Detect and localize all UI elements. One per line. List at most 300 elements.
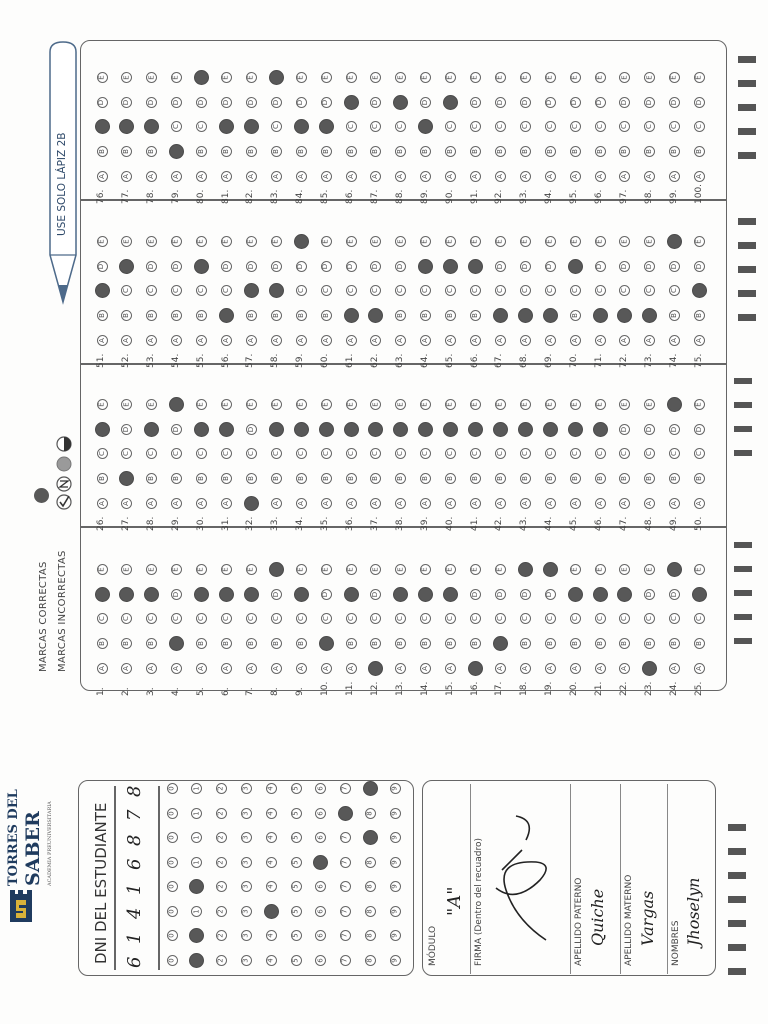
answer-bubble-c[interactable] xyxy=(595,121,606,132)
answer-bubble-d[interactable] xyxy=(644,261,655,272)
answer-bubble-a[interactable] xyxy=(97,663,108,674)
answer-bubble-d[interactable] xyxy=(119,587,134,602)
answer-bubble-a[interactable] xyxy=(619,335,630,346)
dni-bubble-8[interactable] xyxy=(365,955,376,966)
answer-bubble-b[interactable] xyxy=(344,308,359,323)
answer-bubble-d[interactable] xyxy=(694,424,705,435)
dni-bubble-8[interactable] xyxy=(365,881,376,892)
answer-bubble-a[interactable] xyxy=(495,663,506,674)
answer-bubble-b[interactable] xyxy=(171,473,182,484)
answer-bubble-a[interactable] xyxy=(171,498,182,509)
answer-bubble-b[interactable] xyxy=(296,473,307,484)
answer-bubble-a[interactable] xyxy=(570,171,581,182)
answer-bubble-a[interactable] xyxy=(368,661,383,676)
answer-bubble-e[interactable] xyxy=(321,72,332,83)
dni-bubble-2[interactable] xyxy=(216,906,227,917)
answer-bubble-e[interactable] xyxy=(595,236,606,247)
answer-bubble-e[interactable] xyxy=(520,236,531,247)
answer-bubble-a[interactable] xyxy=(642,661,657,676)
dni-bubble-7[interactable] xyxy=(338,806,353,821)
answer-bubble-c[interactable] xyxy=(545,613,556,624)
answer-bubble-e[interactable] xyxy=(269,70,284,85)
answer-bubble-d[interactable] xyxy=(344,95,359,110)
answer-bubble-b[interactable] xyxy=(271,146,282,157)
answer-bubble-b[interactable] xyxy=(694,638,705,649)
dni-bubble-0[interactable] xyxy=(167,857,178,868)
answer-bubble-a[interactable] xyxy=(644,498,655,509)
answer-bubble-b[interactable] xyxy=(593,308,608,323)
answer-bubble-a[interactable] xyxy=(196,171,207,182)
answer-bubble-c[interactable] xyxy=(296,613,307,624)
answer-bubble-b[interactable] xyxy=(346,473,357,484)
dni-bubble-7[interactable] xyxy=(340,955,351,966)
answer-bubble-e[interactable] xyxy=(246,399,257,410)
answer-bubble-b[interactable] xyxy=(520,638,531,649)
answer-bubble-b[interactable] xyxy=(420,146,431,157)
answer-bubble-c[interactable] xyxy=(296,285,307,296)
answer-bubble-b[interactable] xyxy=(221,473,232,484)
answer-bubble-d[interactable] xyxy=(194,587,209,602)
answer-bubble-a[interactable] xyxy=(321,498,332,509)
answer-bubble-d[interactable] xyxy=(97,261,108,272)
answer-bubble-a[interactable] xyxy=(445,335,456,346)
answer-bubble-b[interactable] xyxy=(669,310,680,321)
answer-bubble-b[interactable] xyxy=(346,638,357,649)
answer-bubble-a[interactable] xyxy=(619,498,630,509)
answer-bubble-b[interactable] xyxy=(296,310,307,321)
dni-bubble-7[interactable] xyxy=(340,906,351,917)
answer-bubble-b[interactable] xyxy=(694,310,705,321)
answer-bubble-d[interactable] xyxy=(593,587,608,602)
answer-bubble-e[interactable] xyxy=(570,236,581,247)
answer-bubble-a[interactable] xyxy=(171,171,182,182)
answer-bubble-d[interactable] xyxy=(271,261,282,272)
answer-bubble-c[interactable] xyxy=(570,448,581,459)
answer-bubble-d[interactable] xyxy=(395,261,406,272)
answer-bubble-b[interactable] xyxy=(246,310,257,321)
answer-bubble-a[interactable] xyxy=(196,663,207,674)
dni-bubble-6[interactable] xyxy=(315,808,326,819)
answer-bubble-e[interactable] xyxy=(296,564,307,575)
answer-bubble-b[interactable] xyxy=(321,146,332,157)
answer-bubble-e[interactable] xyxy=(321,236,332,247)
answer-bubble-b[interactable] xyxy=(445,310,456,321)
answer-bubble-a[interactable] xyxy=(271,171,282,182)
answer-bubble-d[interactable] xyxy=(568,587,583,602)
answer-bubble-d[interactable] xyxy=(595,261,606,272)
answer-bubble-a[interactable] xyxy=(121,171,132,182)
answer-bubble-d[interactable] xyxy=(244,587,259,602)
answer-bubble-a[interactable] xyxy=(196,335,207,346)
answer-bubble-b[interactable] xyxy=(520,146,531,157)
answer-bubble-b[interactable] xyxy=(196,638,207,649)
answer-bubble-d[interactable] xyxy=(294,587,309,602)
answer-bubble-d[interactable] xyxy=(570,97,581,108)
dni-bubble-5[interactable] xyxy=(291,783,302,794)
dni-bubble-4[interactable] xyxy=(266,832,277,843)
answer-bubble-d[interactable] xyxy=(344,587,359,602)
answer-bubble-d[interactable] xyxy=(321,97,332,108)
answer-bubble-e[interactable] xyxy=(246,564,257,575)
answer-bubble-b[interactable] xyxy=(97,473,108,484)
answer-bubble-d[interactable] xyxy=(443,422,458,437)
dni-bubble-3[interactable] xyxy=(241,955,252,966)
dni-bubble-3[interactable] xyxy=(241,857,252,868)
answer-bubble-b[interactable] xyxy=(196,310,207,321)
answer-bubble-a[interactable] xyxy=(445,171,456,182)
answer-bubble-d[interactable] xyxy=(346,261,357,272)
answer-bubble-b[interactable] xyxy=(169,144,184,159)
answer-bubble-d[interactable] xyxy=(294,422,309,437)
answer-bubble-e[interactable] xyxy=(271,399,282,410)
answer-bubble-b[interactable] xyxy=(420,638,431,649)
signature-box[interactable] xyxy=(476,800,564,960)
dni-bubble-0[interactable] xyxy=(167,832,178,843)
answer-bubble-d[interactable] xyxy=(393,95,408,110)
dni-bubble-8[interactable] xyxy=(365,857,376,868)
answer-bubble-b[interactable] xyxy=(296,146,307,157)
answer-bubble-a[interactable] xyxy=(619,171,630,182)
answer-bubble-a[interactable] xyxy=(595,335,606,346)
answer-bubble-b[interactable] xyxy=(445,146,456,157)
answer-bubble-b[interactable] xyxy=(246,638,257,649)
answer-bubble-d[interactable] xyxy=(669,424,680,435)
answer-bubble-c[interactable] xyxy=(595,285,606,296)
answer-bubble-a[interactable] xyxy=(221,498,232,509)
answer-bubble-a[interactable] xyxy=(545,663,556,674)
answer-bubble-b[interactable] xyxy=(246,473,257,484)
answer-bubble-d[interactable] xyxy=(271,589,282,600)
answer-bubble-a[interactable] xyxy=(595,171,606,182)
dni-bubble-5[interactable] xyxy=(291,881,302,892)
answer-bubble-d[interactable] xyxy=(97,97,108,108)
answer-bubble-c[interactable] xyxy=(97,613,108,624)
answer-bubble-a[interactable] xyxy=(97,498,108,509)
answer-bubble-e[interactable] xyxy=(246,72,257,83)
answer-bubble-d[interactable] xyxy=(694,97,705,108)
answer-bubble-a[interactable] xyxy=(545,498,556,509)
answer-bubble-d[interactable] xyxy=(470,589,481,600)
answer-bubble-e[interactable] xyxy=(595,399,606,410)
answer-bubble-b[interactable] xyxy=(321,473,332,484)
answer-bubble-d[interactable] xyxy=(520,261,531,272)
answer-bubble-c[interactable] xyxy=(321,613,332,624)
answer-bubble-b[interactable] xyxy=(445,473,456,484)
answer-bubble-d[interactable] xyxy=(692,587,707,602)
answer-bubble-a[interactable] xyxy=(520,335,531,346)
answer-bubble-d[interactable] xyxy=(221,261,232,272)
answer-bubble-a[interactable] xyxy=(420,663,431,674)
answer-bubble-b[interactable] xyxy=(169,636,184,651)
answer-bubble-a[interactable] xyxy=(520,498,531,509)
answer-bubble-e[interactable] xyxy=(346,72,357,83)
answer-bubble-a[interactable] xyxy=(595,498,606,509)
answer-bubble-e[interactable] xyxy=(520,399,531,410)
answer-bubble-b[interactable] xyxy=(171,310,182,321)
answer-bubble-a[interactable] xyxy=(121,335,132,346)
answer-bubble-d[interactable] xyxy=(543,422,558,437)
dni-bubble-9[interactable] xyxy=(390,906,401,917)
answer-bubble-d[interactable] xyxy=(393,587,408,602)
answer-bubble-a[interactable] xyxy=(97,335,108,346)
answer-bubble-e[interactable] xyxy=(495,236,506,247)
answer-bubble-d[interactable] xyxy=(95,422,110,437)
dni-bubble-5[interactable] xyxy=(291,930,302,941)
answer-bubble-b[interactable] xyxy=(543,308,558,323)
answer-bubble-a[interactable] xyxy=(644,335,655,346)
answer-bubble-b[interactable] xyxy=(669,473,680,484)
answer-bubble-a[interactable] xyxy=(296,171,307,182)
answer-bubble-d[interactable] xyxy=(194,259,209,274)
answer-bubble-d[interactable] xyxy=(468,422,483,437)
dni-bubble-4[interactable] xyxy=(266,930,277,941)
answer-bubble-a[interactable] xyxy=(644,171,655,182)
answer-bubble-a[interactable] xyxy=(271,663,282,674)
dni-bubble-3[interactable] xyxy=(241,906,252,917)
answer-bubble-d[interactable] xyxy=(420,97,431,108)
dni-bubble-5[interactable] xyxy=(291,906,302,917)
dni-bubble-2[interactable] xyxy=(216,955,227,966)
answer-bubble-d[interactable] xyxy=(319,422,334,437)
answer-bubble-a[interactable] xyxy=(121,663,132,674)
answer-bubble-d[interactable] xyxy=(493,422,508,437)
answer-bubble-d[interactable] xyxy=(545,97,556,108)
answer-bubble-a[interactable] xyxy=(470,498,481,509)
answer-bubble-e[interactable] xyxy=(97,399,108,410)
answer-bubble-d[interactable] xyxy=(644,589,655,600)
answer-bubble-a[interactable] xyxy=(321,663,332,674)
answer-bubble-a[interactable] xyxy=(545,171,556,182)
answer-bubble-c[interactable] xyxy=(346,121,357,132)
answer-bubble-e[interactable] xyxy=(97,236,108,247)
answer-bubble-e[interactable] xyxy=(97,564,108,575)
answer-bubble-e[interactable] xyxy=(570,399,581,410)
dni-bubble-3[interactable] xyxy=(241,832,252,843)
dni-bubble-4[interactable] xyxy=(266,808,277,819)
answer-bubble-e[interactable] xyxy=(520,72,531,83)
answer-bubble-d[interactable] xyxy=(495,97,506,108)
dni-bubble-4[interactable] xyxy=(266,955,277,966)
dni-bubble-8[interactable] xyxy=(363,781,378,796)
dni-bubble-4[interactable] xyxy=(266,857,277,868)
answer-bubble-d[interactable] xyxy=(568,259,583,274)
answer-bubble-a[interactable] xyxy=(346,171,357,182)
dni-bubble-9[interactable] xyxy=(390,881,401,892)
answer-bubble-b[interactable] xyxy=(520,473,531,484)
answer-bubble-b[interactable] xyxy=(545,638,556,649)
answer-bubble-d[interactable] xyxy=(644,97,655,108)
answer-bubble-d[interactable] xyxy=(196,97,207,108)
answer-bubble-d[interactable] xyxy=(171,261,182,272)
answer-bubble-e[interactable] xyxy=(271,236,282,247)
answer-bubble-d[interactable] xyxy=(246,424,257,435)
dni-bubble-0[interactable] xyxy=(167,955,178,966)
dni-bubble-2[interactable] xyxy=(216,808,227,819)
dni-bubble-9[interactable] xyxy=(390,832,401,843)
answer-bubble-e[interactable] xyxy=(495,72,506,83)
dni-bubble-3[interactable] xyxy=(241,783,252,794)
answer-bubble-d[interactable] xyxy=(344,422,359,437)
dni-bubble-0[interactable] xyxy=(167,783,178,794)
answer-bubble-d[interactable] xyxy=(418,587,433,602)
answer-bubble-d[interactable] xyxy=(221,97,232,108)
answer-bubble-b[interactable] xyxy=(221,146,232,157)
answer-bubble-e[interactable] xyxy=(346,564,357,575)
answer-bubble-b[interactable] xyxy=(346,146,357,157)
answer-bubble-a[interactable] xyxy=(420,335,431,346)
answer-bubble-d[interactable] xyxy=(468,259,483,274)
answer-bubble-a[interactable] xyxy=(370,171,381,182)
answer-bubble-a[interactable] xyxy=(97,171,108,182)
answer-bubble-c[interactable] xyxy=(321,448,332,459)
answer-bubble-d[interactable] xyxy=(669,97,680,108)
dni-bubble-8[interactable] xyxy=(365,906,376,917)
answer-bubble-c[interactable] xyxy=(545,448,556,459)
dni-bubble-4[interactable] xyxy=(266,881,277,892)
dni-bubble-5[interactable] xyxy=(291,857,302,868)
answer-bubble-d[interactable] xyxy=(595,97,606,108)
dni-bubble-5[interactable] xyxy=(291,832,302,843)
answer-bubble-a[interactable] xyxy=(694,335,705,346)
answer-bubble-e[interactable] xyxy=(321,564,332,575)
answer-bubble-d[interactable] xyxy=(246,261,257,272)
dni-bubble-1[interactable] xyxy=(191,906,202,917)
answer-bubble-a[interactable] xyxy=(570,335,581,346)
answer-bubble-b[interactable] xyxy=(595,473,606,484)
answer-bubble-a[interactable] xyxy=(595,663,606,674)
answer-bubble-a[interactable] xyxy=(694,498,705,509)
answer-bubble-d[interactable] xyxy=(443,259,458,274)
answer-bubble-d[interactable] xyxy=(520,97,531,108)
answer-bubble-e[interactable] xyxy=(97,72,108,83)
answer-bubble-a[interactable] xyxy=(420,171,431,182)
answer-bubble-d[interactable] xyxy=(95,587,110,602)
answer-bubble-c[interactable] xyxy=(595,448,606,459)
answer-bubble-a[interactable] xyxy=(669,663,680,674)
answer-bubble-d[interactable] xyxy=(520,589,531,600)
answer-bubble-e[interactable] xyxy=(518,562,533,577)
answer-bubble-a[interactable] xyxy=(221,663,232,674)
answer-bubble-d[interactable] xyxy=(296,261,307,272)
answer-bubble-e[interactable] xyxy=(495,564,506,575)
answer-bubble-a[interactable] xyxy=(246,171,257,182)
answer-bubble-d[interactable] xyxy=(144,587,159,602)
answer-bubble-d[interactable] xyxy=(246,97,257,108)
answer-bubble-a[interactable] xyxy=(468,661,483,676)
answer-bubble-e[interactable] xyxy=(545,72,556,83)
answer-bubble-e[interactable] xyxy=(246,236,257,247)
dni-bubble-7[interactable] xyxy=(340,857,351,868)
answer-bubble-e[interactable] xyxy=(495,399,506,410)
answer-bubble-a[interactable] xyxy=(694,171,705,182)
answer-bubble-e[interactable] xyxy=(321,399,332,410)
answer-bubble-e[interactable] xyxy=(294,234,309,249)
answer-bubble-b[interactable] xyxy=(694,146,705,157)
dni-bubble-6[interactable] xyxy=(315,906,326,917)
answer-bubble-d[interactable] xyxy=(171,97,182,108)
answer-bubble-b[interactable] xyxy=(470,146,481,157)
answer-bubble-c[interactable] xyxy=(346,285,357,296)
answer-bubble-a[interactable] xyxy=(395,498,406,509)
answer-bubble-e[interactable] xyxy=(595,564,606,575)
answer-bubble-a[interactable] xyxy=(146,498,157,509)
answer-bubble-c[interactable] xyxy=(595,613,606,624)
answer-bubble-a[interactable] xyxy=(570,663,581,674)
answer-bubble-d[interactable] xyxy=(443,587,458,602)
answer-bubble-e[interactable] xyxy=(595,72,606,83)
dni-bubble-2[interactable] xyxy=(216,857,227,868)
dni-bubble-4[interactable] xyxy=(266,783,277,794)
answer-bubble-a[interactable] xyxy=(619,663,630,674)
answer-bubble-b[interactable] xyxy=(271,310,282,321)
dni-bubble-9[interactable] xyxy=(390,955,401,966)
answer-bubble-d[interactable] xyxy=(119,259,134,274)
answer-bubble-e[interactable] xyxy=(545,236,556,247)
answer-bubble-b[interactable] xyxy=(271,473,282,484)
answer-bubble-a[interactable] xyxy=(370,498,381,509)
answer-bubble-d[interactable] xyxy=(194,422,209,437)
answer-bubble-b[interactable] xyxy=(196,146,207,157)
answer-bubble-c[interactable] xyxy=(319,119,334,134)
answer-bubble-a[interactable] xyxy=(296,498,307,509)
answer-bubble-e[interactable] xyxy=(346,236,357,247)
answer-bubble-b[interactable] xyxy=(595,638,606,649)
answer-bubble-d[interactable] xyxy=(495,589,506,600)
answer-bubble-d[interactable] xyxy=(368,422,383,437)
answer-bubble-b[interactable] xyxy=(545,146,556,157)
answer-bubble-d[interactable] xyxy=(669,589,680,600)
answer-bubble-a[interactable] xyxy=(271,498,282,509)
answer-bubble-c[interactable] xyxy=(97,448,108,459)
answer-bubble-b[interactable] xyxy=(319,636,334,651)
answer-bubble-a[interactable] xyxy=(246,663,257,674)
answer-bubble-a[interactable] xyxy=(545,335,556,346)
dni-bubble-0[interactable] xyxy=(167,808,178,819)
dni-bubble-6[interactable] xyxy=(315,955,326,966)
answer-bubble-d[interactable] xyxy=(321,261,332,272)
answer-bubble-a[interactable] xyxy=(445,663,456,674)
answer-bubble-e[interactable] xyxy=(545,399,556,410)
dni-bubble-9[interactable] xyxy=(390,783,401,794)
answer-bubble-b[interactable] xyxy=(595,146,606,157)
answer-bubble-d[interactable] xyxy=(321,589,332,600)
answer-bubble-e[interactable] xyxy=(296,399,307,410)
answer-bubble-a[interactable] xyxy=(246,335,257,346)
answer-bubble-d[interactable] xyxy=(568,422,583,437)
answer-bubble-a[interactable] xyxy=(146,663,157,674)
answer-bubble-b[interactable] xyxy=(445,638,456,649)
dni-bubble-0[interactable] xyxy=(167,930,178,941)
dni-bubble-5[interactable] xyxy=(291,955,302,966)
answer-bubble-a[interactable] xyxy=(669,498,680,509)
answer-bubble-b[interactable] xyxy=(669,638,680,649)
dni-bubble-6[interactable] xyxy=(313,855,328,870)
answer-bubble-a[interactable] xyxy=(346,498,357,509)
answer-bubble-a[interactable] xyxy=(171,663,182,674)
dni-bubble-1[interactable] xyxy=(191,857,202,868)
answer-bubble-a[interactable] xyxy=(520,171,531,182)
answer-bubble-c[interactable] xyxy=(570,121,581,132)
answer-bubble-d[interactable] xyxy=(171,589,182,600)
answer-bubble-e[interactable] xyxy=(570,72,581,83)
answer-bubble-a[interactable] xyxy=(146,335,157,346)
answer-bubble-d[interactable] xyxy=(443,95,458,110)
answer-bubble-a[interactable] xyxy=(669,335,680,346)
dni-bubble-1[interactable] xyxy=(189,953,204,968)
answer-bubble-d[interactable] xyxy=(418,259,433,274)
answer-bubble-c[interactable] xyxy=(269,283,284,298)
answer-bubble-a[interactable] xyxy=(370,335,381,346)
